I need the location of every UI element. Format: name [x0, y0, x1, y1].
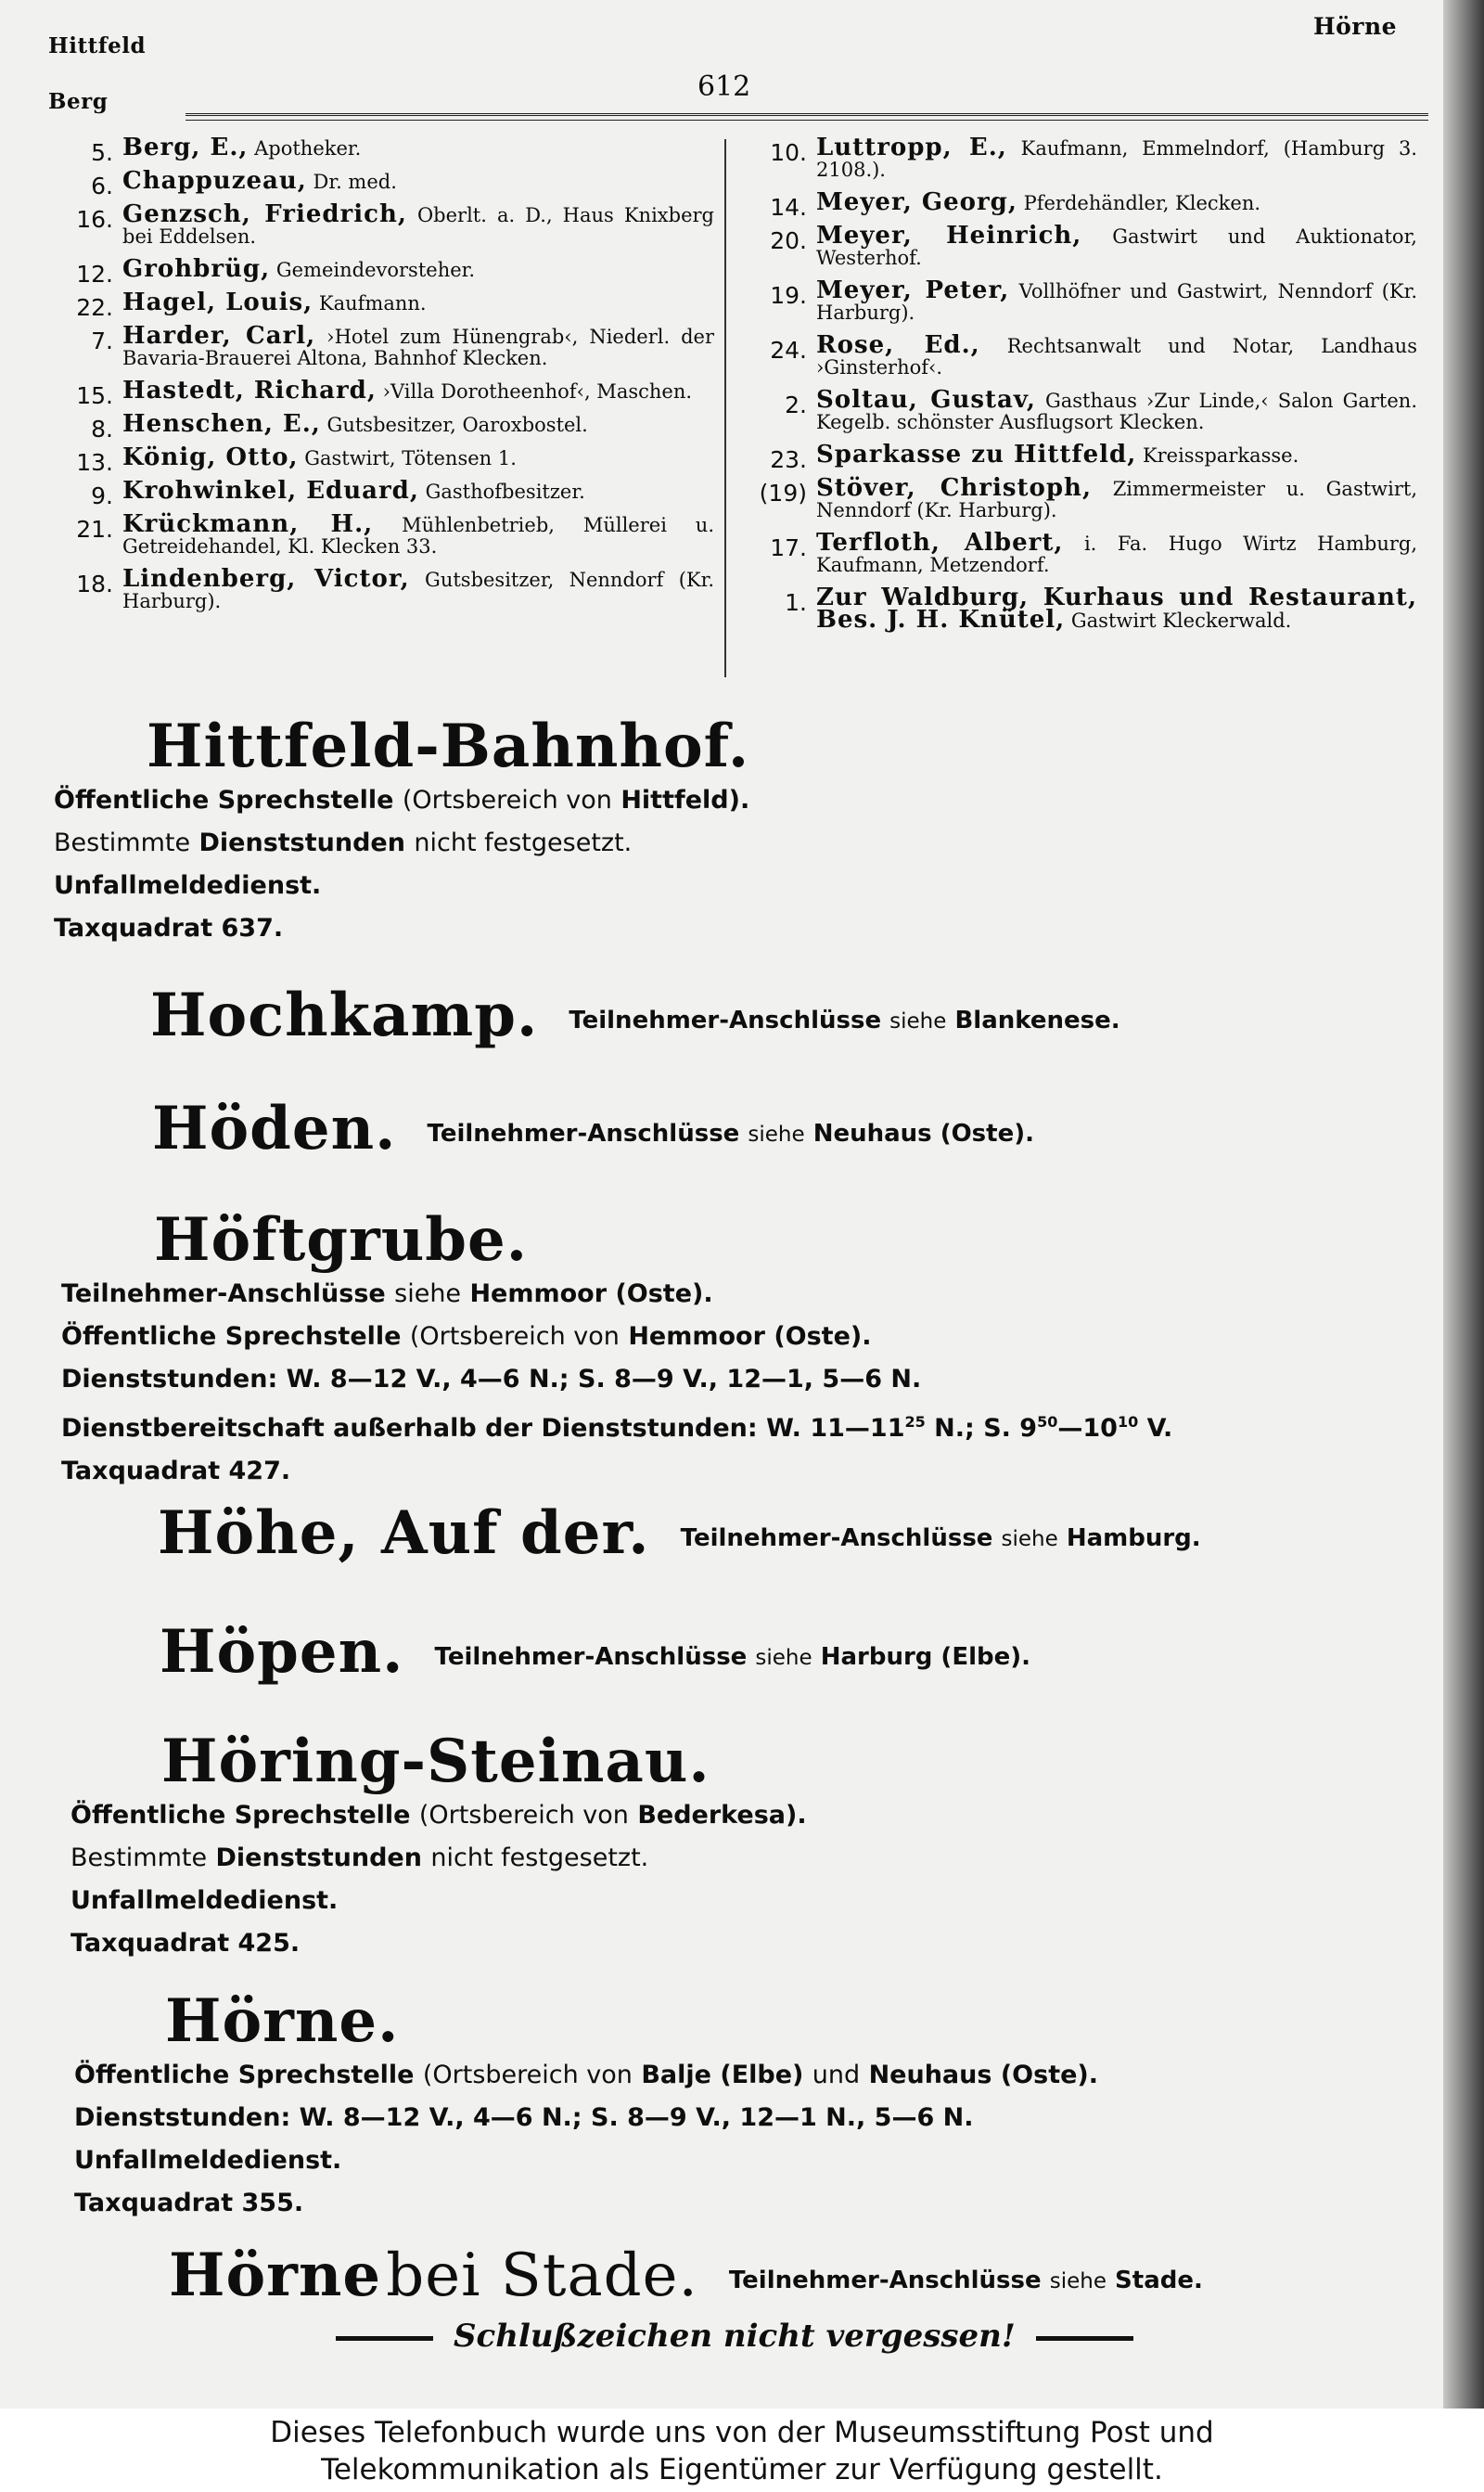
subscriber-entry — [749, 386, 1418, 433]
subscriber-entry — [56, 167, 714, 199]
footer-line-1: Dieses Telefonbuch wurde uns von der Museumsstiftung Post und — [270, 2416, 1214, 2449]
subscriber-name: Genzsch, Friedrich, — [122, 200, 407, 228]
subscriber-number: 8. — [91, 416, 113, 443]
subscriber-name: Terfloth, Albert, — [816, 529, 1064, 557]
subscriber-entry — [749, 134, 1417, 181]
subscriber-number: 9. — [91, 482, 113, 509]
closing-reminder — [315, 2318, 1206, 2355]
subscriber-body — [122, 167, 714, 195]
subscriber-entry — [56, 443, 714, 476]
section-title: Höring-Steinau. — [161, 1727, 710, 1796]
subscriber-number: 10. — [770, 139, 807, 166]
ortsbereich-text: (Ortsbereich von — [402, 786, 612, 815]
ortsbereich-text: (Ortsbereich von — [409, 1322, 620, 1351]
subscriber-name: Krohwinkel, Eduard, — [122, 477, 419, 505]
section-reference — [729, 2267, 1203, 2294]
subscriber-name: Harder, Carl, — [122, 322, 316, 350]
subscriber-body — [122, 443, 714, 471]
subscriber-description: Kreissparkasse. — [1142, 444, 1299, 467]
subscriber-number: 15. — [76, 382, 113, 409]
ref-target: Harburg (Elbe). — [820, 1643, 1030, 1671]
subscriber-number: 2. — [785, 392, 807, 418]
subscriber-number: 16. — [76, 206, 113, 233]
section-title-bold: Hörne — [169, 2241, 382, 2310]
subscriber-number: 21. — [76, 516, 113, 543]
ref-label: Teilnehmer-Anschlüsse — [680, 1524, 993, 1552]
ref-siehe: siehe — [748, 1123, 805, 1147]
column-divider — [724, 139, 726, 677]
subscriber-description: Kaufmann, Emmelndorf, (Hamburg 3. 2108.). — [816, 137, 1417, 181]
running-head-left-sub: Berg — [48, 89, 109, 114]
subscriber-description: Gasthaus ›Zur Linde,‹ Salon Garten. Kegelb. schönster Ausflugsort Klecken. — [816, 390, 1418, 433]
subscriber-list-right — [749, 134, 1418, 643]
section-title-plain: bei Stade. — [386, 2242, 698, 2310]
ref-siehe: siehe — [755, 1646, 812, 1670]
subscriber-number: 5. — [91, 139, 113, 166]
section-line — [74, 2054, 1465, 2097]
subscriber-number: 18. — [76, 571, 113, 597]
section-line — [54, 779, 1445, 822]
subscriber-name: König, Otto, — [122, 443, 299, 471]
subscriber-entry — [749, 276, 1417, 324]
subscriber-description: Gemeindevorsteher. — [275, 259, 476, 281]
taxquadrat: Taxquadrat 355. — [74, 2189, 304, 2217]
subscriber-description: Gasthofbesitzer. — [425, 481, 585, 503]
subscriber-entry — [56, 200, 714, 248]
subscriber-number: 22. — [76, 294, 113, 321]
subscriber-entry — [56, 377, 714, 409]
subscriber-entry — [749, 529, 1418, 576]
subscriber-name: Hagel, Louis, — [122, 289, 313, 316]
label-sprechstelle: Öffentliche Sprechstelle — [70, 1801, 411, 1830]
subscriber-name: Zur Waldburg, Kurhaus und Restaurant, Bes. J. H. Knütel, — [816, 584, 1417, 634]
ref-label: Teilnehmer-Anschlüsse — [61, 1279, 386, 1308]
section-title: Höden. — [152, 1094, 397, 1163]
right-dash — [1036, 2336, 1133, 2341]
subscriber-description: Gastwirt, Tötensen 1. — [304, 447, 517, 469]
subscriber-body — [122, 134, 714, 161]
attribution-footer — [0, 2409, 1484, 2492]
subscriber-number: 7. — [91, 328, 113, 354]
section-hoehe-auf-der — [158, 1498, 1484, 1568]
subscriber-body — [816, 584, 1417, 634]
section-title: Höftgrube. — [154, 1205, 528, 1275]
subscriber-number: 17. — [770, 534, 807, 561]
subscriber-description: ›Villa Dorotheenhof‹, Maschen. — [382, 380, 693, 403]
subscriber-description: Rechtsanwalt und Notar, Landhaus ›Ginsterhof‹. — [816, 335, 1417, 379]
subscriber-body — [816, 474, 1418, 521]
subscriber-body — [816, 276, 1417, 324]
subscriber-body — [122, 200, 714, 248]
subscriber-name: Stöver, Christoph, — [816, 474, 1093, 502]
subscriber-number: 19. — [770, 282, 807, 309]
subscriber-number: 12. — [76, 261, 113, 288]
section-title: Hittfeld-Bahnhof. — [147, 712, 750, 781]
dienststunden-prefix: Bestimmte — [54, 829, 191, 857]
ref-siehe: siehe — [394, 1279, 462, 1308]
subscriber-description: Vollhöfner und Gastwirt, Nenndorf (Kr. Harburg). — [816, 280, 1417, 324]
subscriber-name: Krückmann, H., — [122, 510, 374, 538]
page-number: 612 — [697, 71, 751, 103]
subscriber-entry — [749, 441, 1417, 473]
unfallmeldedienst: Unfallmeldedienst. — [70, 1886, 339, 1915]
subscriber-body — [122, 510, 714, 558]
dienstbereitschaft — [61, 1401, 1452, 1450]
subscriber-description: ›Hotel zum Hünengrab‹, Niederl. der Bavaria-Brauerei Altona, Bahnhof Klecken. — [122, 326, 714, 369]
subscriber-name: Meyer, Georg, — [816, 188, 1017, 216]
minutes-sup: 50 — [1037, 1413, 1058, 1431]
subscriber-entry — [56, 510, 714, 558]
subscriber-body — [816, 386, 1418, 433]
label-sprechstelle: Öffentliche Sprechstelle — [74, 2061, 415, 2089]
header-rule — [186, 113, 1428, 121]
subscriber-entry — [56, 289, 714, 321]
taxquadrat: Taxquadrat 427. — [61, 1457, 291, 1485]
unfallmeldedienst: Unfallmeldedienst. — [54, 871, 322, 900]
section-reference — [428, 1120, 1034, 1148]
subscriber-name: Grohbrüg, — [122, 255, 271, 283]
running-head-right: Hörne — [1313, 13, 1398, 40]
ortsbereich-text: (Ortsbereich von — [422, 2061, 633, 2089]
subscriber-description: Oberlt. a. D., Haus Knixberg bei Eddelsen. — [122, 204, 714, 248]
subscriber-name: Meyer, Heinrich, — [816, 222, 1082, 250]
subscriber-description: Pferdehändler, Klecken. — [1023, 192, 1261, 214]
left-dash — [336, 2336, 433, 2341]
subscriber-number: 6. — [91, 173, 113, 199]
dienstbereitschaft-text: V. — [1138, 1414, 1173, 1443]
subscriber-name: Henschen, E., — [122, 410, 321, 438]
section-hittfeld-bahnhof — [54, 714, 1445, 950]
subscriber-name: Meyer, Peter, — [816, 276, 1010, 304]
ortsbereich-place: Hemmoor (Oste). — [628, 1322, 872, 1351]
ortsbereich-place: Hittfeld). — [620, 786, 750, 815]
section-line — [70, 1837, 1462, 1880]
section-title: Hochkamp. — [150, 981, 539, 1050]
subscriber-body — [816, 529, 1418, 576]
footer-line-2: Telekommunikation als Eigentümer zur Verfügung gestellt. — [321, 2453, 1163, 2486]
dienststunden-label: Dienststunden — [198, 829, 405, 857]
ref-label: Teilnehmer-Anschlüsse — [427, 1120, 740, 1148]
ortsbereich-place: Bederkesa). — [637, 1801, 807, 1830]
label-sprechstelle: Öffentliche Sprechstelle — [61, 1322, 402, 1351]
subscriber-entry — [749, 474, 1418, 521]
subscriber-body — [816, 188, 1417, 216]
section-hoerne — [74, 1986, 1465, 2225]
subscriber-number: 1. — [785, 589, 807, 616]
subscriber-description: Gastwirt Kleckerwald. — [1070, 610, 1292, 632]
ref-target: Stade. — [1115, 2267, 1203, 2294]
subscriber-description: Apotheker. — [254, 137, 362, 160]
section-line — [61, 1273, 1452, 1316]
ref-label: Teilnehmer-Anschlüsse — [728, 2267, 1042, 2294]
subscriber-body — [122, 322, 714, 369]
ref-target: Hemmoor (Oste). — [469, 1279, 713, 1308]
section-hoering-steinau — [70, 1729, 1462, 1965]
ortsbereich-text: (Ortsbereich von — [418, 1801, 629, 1830]
dienstbereitschaft-text: N.; S. 9 — [925, 1414, 1038, 1443]
subscriber-body — [816, 331, 1417, 379]
ref-target: Neuhaus (Oste). — [812, 1120, 1034, 1148]
subscriber-name: Berg, E., — [122, 134, 249, 161]
section-line — [70, 1794, 1462, 1837]
section-line — [54, 822, 1445, 865]
dienstbereitschaft-text: —10 — [1057, 1414, 1118, 1443]
subscriber-description: Dr. med. — [313, 171, 397, 193]
section-hoerne-bei-stade — [169, 2243, 1484, 2308]
ref-siehe: siehe — [1049, 2269, 1107, 2293]
subscriber-body — [122, 255, 714, 283]
subscriber-description: Gastwirt und Auktionator, Westerhof. — [816, 225, 1417, 269]
subscriber-number: 13. — [76, 449, 113, 476]
section-reference — [569, 1007, 1119, 1034]
ref-siehe: siehe — [889, 1009, 947, 1034]
subscriber-entry — [56, 565, 714, 612]
section-hoepen — [160, 1617, 1484, 1687]
dienststunden: Dienststunden: W. 8—12 V., 4—6 N.; S. 8—9 V., 12—1 N., 5—6 N. — [74, 2103, 974, 2132]
section-title: Höhe, Auf der. — [158, 1498, 650, 1568]
ortsbereich-and: und — [812, 2061, 861, 2089]
subscriber-body — [816, 222, 1417, 269]
subscriber-entry — [749, 222, 1417, 269]
subscriber-description: Mühlenbetrieb, Müllerei u. Getreidehandel, Kl. Klecken 33. — [122, 514, 714, 558]
ref-label: Teilnehmer-Anschlüsse — [434, 1643, 748, 1671]
subscriber-number: (19) — [759, 480, 807, 507]
minutes-sup: 25 — [904, 1413, 926, 1431]
subscriber-body — [122, 377, 714, 405]
dienststunden: Dienststunden: W. 8—12 V., 4—6 N.; S. 8—9 V., 12—1, 5—6 N. — [61, 1365, 922, 1394]
subscriber-body — [816, 134, 1417, 181]
subscriber-name: Sparkasse zu Hittfeld, — [816, 441, 1137, 469]
subscriber-body — [122, 565, 714, 612]
subscriber-name: Luttropp, E., — [816, 134, 1007, 161]
taxquadrat: Taxquadrat 425. — [70, 1929, 301, 1958]
subscriber-entry — [56, 255, 714, 288]
section-line — [61, 1316, 1452, 1358]
section-title: Hörne. — [165, 1986, 400, 2056]
subscriber-name: Hastedt, Richard, — [122, 377, 377, 405]
ortsbereich-place: Balje (Elbe) — [641, 2061, 804, 2089]
subscriber-description: i. Fa. Hugo Wirtz Hamburg, Kaufmann, Metzendorf. — [816, 533, 1418, 576]
subscriber-description: Zimmermeister u. Gastwirt, Nenndorf (Kr. Harburg). — [816, 478, 1418, 521]
label-sprechstelle: Öffentliche Sprechstelle — [54, 786, 394, 815]
ref-siehe: siehe — [1001, 1527, 1058, 1551]
subscriber-description: Gutsbesitzer, Oaroxbostel. — [326, 414, 588, 436]
subscriber-list-left — [56, 134, 714, 623]
subscriber-name: Rose, Ed., — [816, 331, 980, 359]
subscriber-entry — [749, 331, 1417, 379]
closing-note-text: Schlußzeichen nicht vergessen! — [454, 2318, 1016, 2355]
subscriber-number: 20. — [770, 227, 807, 254]
dienststunden-note: nicht festgesetzt. — [430, 1843, 649, 1872]
subscriber-description: Kaufmann. — [318, 292, 427, 315]
subscriber-entry — [56, 134, 714, 166]
section-hoeden — [152, 1094, 1484, 1163]
unfallmeldedienst: Unfallmeldedienst. — [74, 2146, 342, 2175]
subscriber-number: 14. — [770, 194, 807, 221]
subscriber-entry — [749, 188, 1417, 221]
subscriber-number: 24. — [770, 337, 807, 364]
subscriber-entry — [56, 322, 714, 369]
dienststunden-prefix: Bestimmte — [70, 1843, 208, 1872]
running-head-left: Hittfeld — [48, 33, 147, 58]
subscriber-name: Soltau, Gustav, — [816, 386, 1036, 414]
subscriber-name: Chappuzeau, — [122, 167, 307, 195]
subscriber-entry — [56, 477, 714, 509]
dienstbereitschaft-text: Dienstbereitschaft außerhalb der Dienststunden: W. 11—11 — [61, 1414, 905, 1443]
taxquadrat: Taxquadrat 637. — [54, 914, 284, 943]
section-reference — [435, 1643, 1030, 1671]
ref-target: Blankenese. — [954, 1007, 1120, 1034]
section-hoeftgrube — [61, 1205, 1452, 1493]
dienststunden-note: nicht festgesetzt. — [414, 829, 633, 857]
section-title: Höpen. — [160, 1617, 404, 1687]
ref-label: Teilnehmer-Anschlüsse — [569, 1007, 882, 1034]
section-hochkamp — [150, 983, 1484, 1048]
subscriber-description: Gutsbesitzer, Nenndorf (Kr. Harburg). — [122, 569, 714, 612]
section-reference — [681, 1524, 1201, 1552]
subscriber-body — [122, 289, 714, 316]
subscriber-entry — [56, 410, 714, 443]
subscriber-body — [816, 441, 1417, 469]
subscriber-body — [122, 477, 714, 505]
minutes-sup: 10 — [1117, 1413, 1139, 1431]
subscriber-body — [122, 410, 714, 438]
subscriber-entry — [749, 584, 1417, 634]
subscriber-name: Lindenberg, Victor, — [122, 565, 410, 593]
dienststunden-label: Dienststunden — [215, 1843, 422, 1872]
ref-target: Hamburg. — [1066, 1524, 1201, 1552]
subscriber-number: 23. — [770, 446, 807, 473]
ortsbereich-place: Neuhaus (Oste). — [868, 2061, 1099, 2089]
